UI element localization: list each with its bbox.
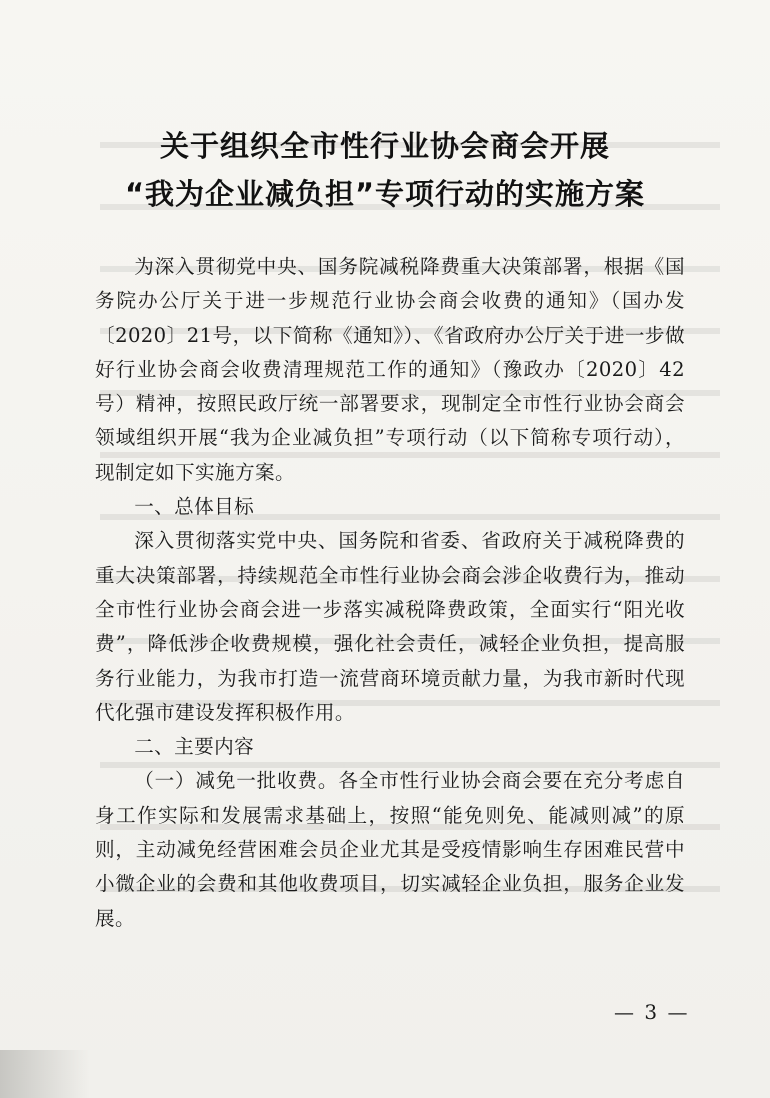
- page-number: — 3 —: [614, 1000, 690, 1024]
- document-title-line1: 关于组织全市性行业协会商会开展: [159, 129, 610, 163]
- scan-shadow: [0, 1050, 90, 1098]
- section1-heading: 一、总体目标: [134, 495, 255, 519]
- section1-paragraph: 深入贯彻落实党中央、国务院和省委、省政府关于减税降费的重大决策部署，持续规范全市性行业协会商会涉企收费行为，推动全市性行业协会商会进一步落实减税降费政策，全面实行“阳光收费”，降低涉企收费规模，强化社会责任，减轻企业负担，提高服务行业能力，为我市打造一流营商环境贡献力量，为我市新时代现代化强市建设发挥积极作用。: [95, 529, 685, 724]
- document-title-line2: “我为企业减负担”专项行动的实施方案: [124, 177, 646, 211]
- section2-heading: 二、主要内容: [134, 735, 255, 759]
- document-body: [95, 250, 685, 936]
- section2-item1-paragraph: （一）减免一批收费。各全市性行业协会商会要在充分考虑自身工作实际和发展需求基础上，按照“能免则免、能减则减”的原则，主动减免经营困难会员企业尤其是受疫情影响生存困难民营中小微企业的会费和其他收费项目，切实减轻企业负担，服务企业发展。: [95, 769, 685, 930]
- intro-paragraph: 为深入贯彻党中央、国务院减税降费重大决策部署，根据《国务院办公厅关于进一步规范行业协会商会收费的通知》（国办发〔2020〕21号，以下简称《通知》）、《省政府办公厅关于进一步做好行业协会商会收费清理规范工作的通知》（豫政办〔2020〕42号）精神，按照民政厅统一部署要求，现制定全市性行业协会商会领域组织开展“我为企业减负担”专项行动（以下简称专项行动），现制定如下实施方案。: [95, 255, 685, 484]
